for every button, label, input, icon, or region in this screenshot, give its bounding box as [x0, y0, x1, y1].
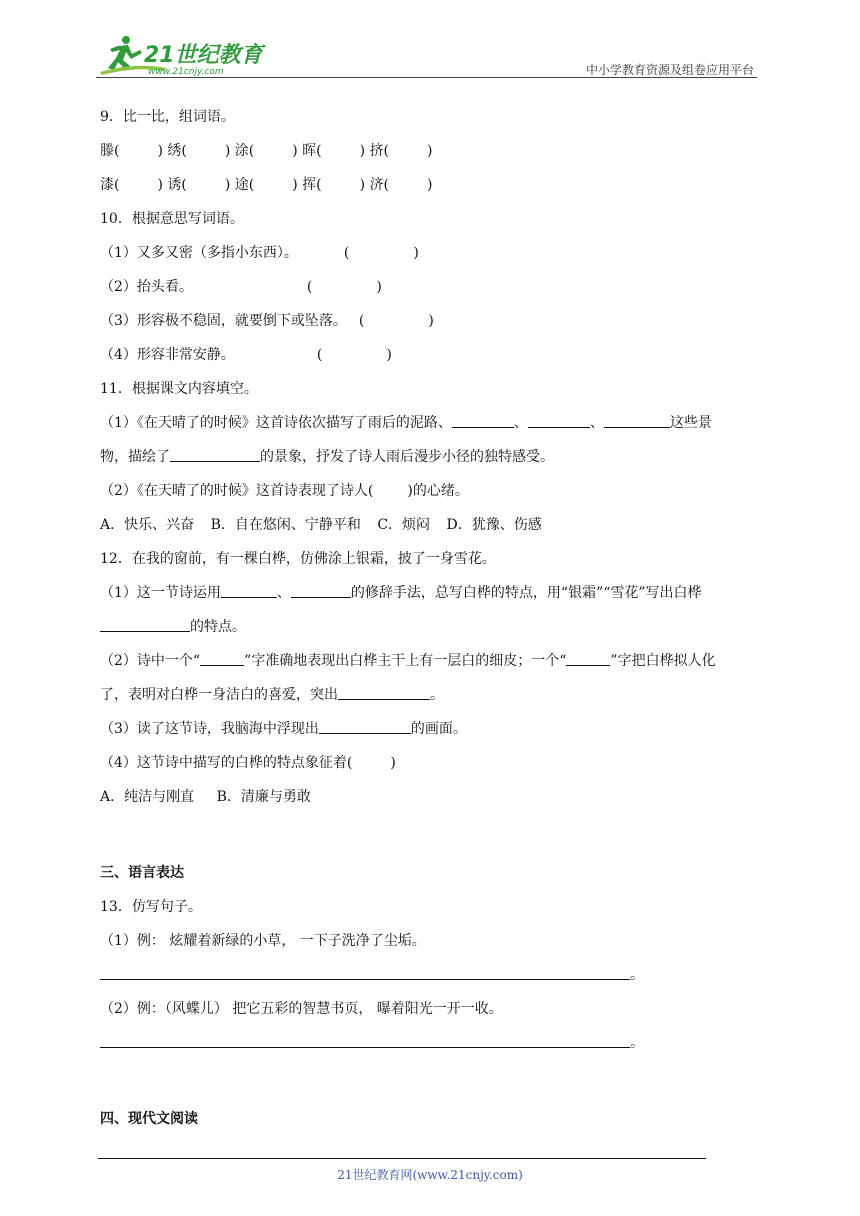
q10-item-1: （1）又多又密（多指小东西）。 ( ) — [100, 245, 419, 261]
option-b: B．自在悠闲、宁静平和 — [210, 517, 361, 533]
q11-title: 11．根据课文内容填空。 — [100, 381, 258, 397]
q10-item-3: （3）形容极不稳固，就要倒下或坠落。 ( ) — [100, 313, 434, 329]
q12-p1: （1）这一节诗运用 、 的修辞手法，总写白桦的特点，用“银霜”“雪花”写出白桦 — [100, 585, 702, 601]
q12-title: 12．在我的窗前，有一棵白桦，仿佛涂上银霜，披了一身雪花。 — [100, 551, 496, 567]
section-4-title: 四、现代文阅读 — [100, 1111, 198, 1127]
q11-options — [100, 514, 542, 534]
q12-p2: （2）诗中一个“ ”字准确地表现出白桦主干上有一层白的细皮；一个“ ”字把白桦拟人化 — [100, 653, 716, 669]
q11-p2: （2）《在天晴了的时候》这首诗表现了诗人( )的心绪。 — [100, 483, 469, 499]
footer-divider — [98, 1158, 706, 1159]
option-a: A．纯洁与刚直 — [100, 789, 195, 805]
q9-title: 9．比一比，组词语。 — [100, 109, 235, 125]
q9-row1: 滕( ) 绣( ) 涂( ) 晖( ) 挤( ) — [100, 143, 433, 159]
q13-answer-line-2[interactable]: 。 — [100, 1032, 644, 1052]
q12-p2-cont: 了，表明对白桦一身洁白的喜爱，突出 。 — [100, 687, 444, 703]
q9-row2: 漆( ) 诱( ) 途( ) 挥( ) 济( ) — [100, 177, 433, 193]
logo-url: www.21cnjy.com — [148, 67, 224, 77]
q11-p1-cont: 物，描绘了 的景象，抒发了诗人雨后漫步小径的独特感受。 — [100, 449, 554, 465]
option-d: D．犹豫、伤感 — [446, 517, 542, 533]
page-header — [0, 0, 860, 82]
option-a: A．快乐、兴奋 — [100, 517, 195, 533]
q11-p1: （1）《在天晴了的时候》这首诗依次描写了雨后的泥路、 、 、 这些景 — [100, 415, 712, 431]
logo-text: 21世纪教育 — [144, 43, 263, 68]
q10-item-2: （2）抬头看。 ( ) — [100, 279, 382, 295]
option-c: C．烦闷 — [377, 517, 431, 533]
q12-p3: （3）读了这节诗，我脑海中浮现出 的画面。 — [100, 721, 467, 737]
q12-p1-cont: 的特点。 — [100, 616, 246, 636]
section-3-title: 三、语言表达 — [100, 865, 184, 881]
q12-p4: （4）这节诗中描写的白桦的特点象征着( ) — [100, 755, 396, 771]
q10-title: 10．根据意思写词语。 — [100, 211, 244, 227]
q13-example-2: （2）例：（风蝶儿） 把它五彩的智慧书页， 曝着阳光一开一收。 — [100, 1001, 503, 1017]
q13-example-1: （1）例： 炫耀着新绿的小草， 一下子洗净了尘垢。 — [100, 933, 426, 949]
q12-options — [100, 786, 311, 806]
footer-text: 21世纪教育网(www.21cnjy.com) — [337, 1168, 523, 1182]
option-b: B．清廉与勇敢 — [216, 789, 311, 805]
q13-answer-line-1[interactable]: 。 — [100, 964, 644, 984]
q10-item-4: （4）形容非常安静。 ( ) — [100, 347, 392, 363]
q13-title: 13．仿写句子。 — [100, 899, 202, 915]
header-divider — [96, 77, 757, 78]
site-logo — [96, 34, 266, 78]
platform-name: 中小学教育资源及组卷应用平台 — [585, 63, 754, 77]
